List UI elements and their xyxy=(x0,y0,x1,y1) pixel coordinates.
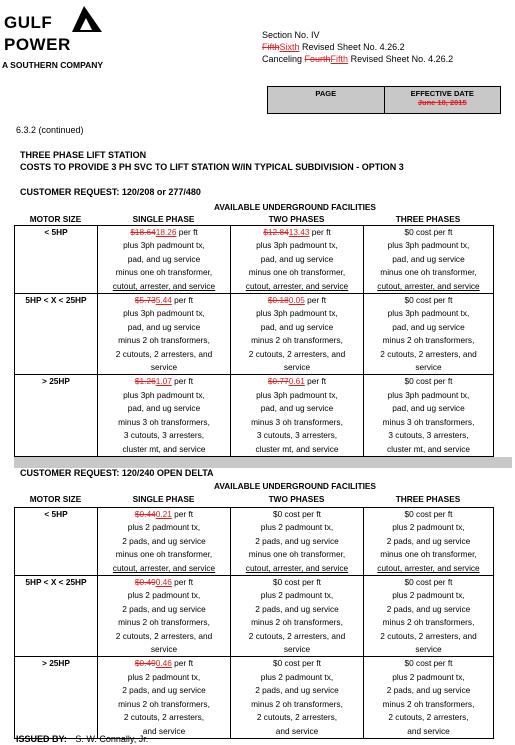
cost-note-line: minus 2 oh transformers, xyxy=(382,335,475,346)
per-ft-unit: per ft xyxy=(171,509,194,519)
cost-cell xyxy=(98,576,231,657)
cost-per-ft xyxy=(365,226,492,239)
cost-per-ft xyxy=(99,576,229,589)
motor-size-label: > 25HP xyxy=(42,658,70,669)
cost-per-ft xyxy=(99,508,229,521)
facilities-header-1: AVAILABLE UNDERGROUND FACILITIES xyxy=(214,202,376,212)
cost-note-line: service xyxy=(415,362,442,373)
cost-cell xyxy=(98,508,231,576)
cost-note-line: 2 pads, and ug service xyxy=(386,535,471,546)
revised-sheet xyxy=(262,42,405,53)
logo-power-text: POWER xyxy=(4,35,71,54)
cost-note-line: minus 2 oh transformers, xyxy=(251,335,343,346)
cost-note-line: service xyxy=(283,362,311,373)
canceling-pre: Canceling xyxy=(262,54,305,64)
cost-note-line: 2 pads, and ug service xyxy=(255,535,339,546)
logo-triangle-icon xyxy=(70,2,104,36)
cost-value: $0 cost per ft xyxy=(404,295,453,306)
cost-note-line: cluster mt, and service xyxy=(387,443,470,454)
cost-note-line: 2 pads, and ug service xyxy=(122,603,206,614)
cost-note-line: 3 cutouts, 3 arresters, xyxy=(256,430,338,441)
effective-cell xyxy=(384,87,501,113)
cost-note-line: cluster mt, and service xyxy=(122,443,206,454)
table-row xyxy=(15,375,494,456)
cost-note-line: cutout, arrester, and service xyxy=(377,280,480,291)
cost-per-ft xyxy=(232,576,362,589)
canceling-rest: Revised Sheet No. 4.26.2 xyxy=(348,54,454,64)
column-header: SINGLE PHASE xyxy=(132,214,195,224)
cost-inserted: 5.44 xyxy=(155,295,172,306)
cost-deleted: $0.49 xyxy=(134,577,156,588)
per-ft-unit: per ft xyxy=(171,295,194,306)
cost-cell xyxy=(364,375,494,456)
cost-deleted: $0.18 xyxy=(267,295,289,306)
cost-note-line: minus one oh transformer, xyxy=(115,549,213,560)
cost-cell xyxy=(98,226,231,294)
cost-deleted: $0.77 xyxy=(267,376,289,387)
page-label: PAGE xyxy=(315,89,337,98)
page-cell xyxy=(268,87,384,113)
cost-note-line: plus 3ph padmount tx, xyxy=(123,389,205,400)
cost-note-line: plus 3ph padmount tx, xyxy=(256,240,338,251)
cost-deleted: $18.64 xyxy=(130,227,156,237)
motor-size-cell xyxy=(15,576,98,657)
cost-cell xyxy=(231,508,364,576)
cost-note-line: minus 3 oh transformers, xyxy=(118,416,210,427)
title-lift-station: THREE PHASE LIFT STATION xyxy=(20,150,147,160)
cost-note-line: minus one oh transformer, xyxy=(380,267,477,278)
cost-cell xyxy=(364,226,494,294)
cost-note-line: cutout, arrester, and service xyxy=(112,280,216,291)
cost-note-line: 2 pads, and ug service xyxy=(255,685,339,696)
cost-note-line: plus 2 padmount tx, xyxy=(127,590,201,601)
cost-note-line: and service xyxy=(407,725,450,736)
cost-note-line: cutout, arrester, and service xyxy=(112,562,216,573)
cost-note-line: plus 2 padmount tx, xyxy=(260,671,334,682)
column-header: MOTOR SIZE xyxy=(29,214,82,224)
cost-inserted: 0.46 xyxy=(155,577,172,588)
table-row xyxy=(15,508,494,576)
cost-note-line: 2 cutouts, 2 arresters, xyxy=(388,712,469,723)
cost-note-line: plus 3ph padmount tx, xyxy=(123,308,205,319)
canceling-deleted: Fourth xyxy=(304,54,331,64)
cost-deleted: $0.44 xyxy=(134,509,156,519)
cost-note-line: minus one oh transformer, xyxy=(248,549,346,560)
cost-note-line: plus 2 padmount tx, xyxy=(392,671,465,682)
cost-per-ft xyxy=(232,657,362,670)
per-ft-unit: per ft xyxy=(309,227,331,237)
logo-southern-text: A SOUTHERN COMPANY xyxy=(2,60,104,70)
table-row xyxy=(15,294,494,375)
cost-per-ft xyxy=(365,657,492,670)
cost-per-ft xyxy=(365,375,492,388)
cost-note-line: plus 3ph padmount tx, xyxy=(387,308,470,319)
cost-cell xyxy=(364,508,494,576)
column-header: SINGLE PHASE xyxy=(132,494,195,504)
cost-value: $0 cost per ft xyxy=(404,227,453,237)
cost-deleted: $0.49 xyxy=(134,658,156,669)
cost-cell xyxy=(98,657,231,738)
motor-size-label: < 5HP xyxy=(44,227,68,237)
motor-size-label: > 25HP xyxy=(42,376,70,387)
column-header: MOTOR SIZE xyxy=(29,494,82,504)
cost-note-line: plus 2 padmount tx, xyxy=(260,590,334,601)
cost-note-line: and service xyxy=(142,725,186,736)
cost-cell xyxy=(231,226,364,294)
cost-note-line: plus 3ph padmount tx, xyxy=(256,389,338,400)
logo-gulf-text: GULF xyxy=(4,13,53,32)
cost-deleted: $12.84 xyxy=(263,227,289,237)
column-header: THREE PHASES xyxy=(395,494,461,504)
cost-note-line: pad, and ug service xyxy=(260,403,334,414)
cost-deleted: $5.73 xyxy=(134,295,156,306)
cost-value: $0 cost per ft xyxy=(404,376,453,387)
cost-note-line: pad, and ug service xyxy=(392,321,465,332)
table-row xyxy=(15,576,494,657)
section-number: Section No. IV xyxy=(262,30,320,40)
motor-size-label: 5HP < X < 25HP xyxy=(25,295,87,306)
cost-note-line: minus 2 oh transformers, xyxy=(251,617,343,628)
motor-size-cell xyxy=(15,508,98,576)
revised-rest: Revised Sheet No. 4.26.2 xyxy=(299,42,405,52)
cost-note-line: plus 3ph padmount tx, xyxy=(387,389,470,400)
cost-note-line: minus 2 oh transformers, xyxy=(118,335,210,346)
per-ft-unit: per ft xyxy=(176,227,198,237)
cost-table-1 xyxy=(14,225,494,457)
cost-inserted: 13.43 xyxy=(288,227,310,237)
section-reference: 6.3.2 (continued) xyxy=(16,125,84,135)
cost-inserted: 0.46 xyxy=(155,658,172,669)
cost-note-line: plus 3ph padmount tx, xyxy=(256,308,338,319)
cost-note-line: plus 2 padmount tx, xyxy=(392,590,465,601)
cost-inserted: 0.05 xyxy=(288,295,305,306)
cost-note-line: 2 cutouts, 2 arresters, and xyxy=(115,348,213,359)
cost-value: $0 cost per ft xyxy=(273,577,321,588)
motor-size-cell xyxy=(15,657,98,738)
motor-size-cell xyxy=(15,294,98,375)
cost-value: $0 cost per ft xyxy=(273,509,321,519)
page-effective-box xyxy=(267,86,501,114)
effective-label: EFFECTIVE DATE xyxy=(410,89,474,98)
cost-note-line: pad, and ug service xyxy=(260,253,334,264)
cost-note-line: cluster mt, and service xyxy=(255,443,339,454)
cost-note-line: 2 pads, and ug service xyxy=(386,685,471,696)
revised-deleted: Fifth xyxy=(262,42,280,52)
issued-by xyxy=(16,734,148,745)
motor-size-label: 5HP < X < 25HP xyxy=(25,577,87,588)
per-ft-unit: per ft xyxy=(171,376,194,387)
cost-value: $0 cost per ft xyxy=(404,509,453,519)
cost-value: $0 cost per ft xyxy=(404,577,453,588)
cost-deleted: $1.26 xyxy=(134,376,156,387)
effective-date: June 18, 2015 xyxy=(417,98,467,107)
cost-cell xyxy=(231,657,364,738)
cost-note-line: 3 cutouts, 3 arresters, xyxy=(388,430,469,441)
cost-per-ft xyxy=(232,226,362,239)
motor-size-label: < 5HP xyxy=(44,509,68,519)
cost-note-line: service xyxy=(150,362,178,373)
column-header: TWO PHASES xyxy=(268,214,325,224)
cost-note-line: plus 2 padmount tx, xyxy=(392,522,465,533)
canceling-inserted: Fifth xyxy=(330,54,349,64)
cost-note-line: pad, and ug service xyxy=(127,321,201,332)
title-costs: COSTS TO PROVIDE 3 PH SVC TO LIFT STATION W/IN TYPICAL SUBDIVISION - OPTION 3 xyxy=(20,162,404,172)
cost-inserted: 18.26 xyxy=(155,227,177,237)
cost-note-line: 2 pads, and ug service xyxy=(255,603,339,614)
revised-inserted: Sixth xyxy=(279,42,300,52)
per-ft-unit: per ft xyxy=(171,577,194,588)
cost-note-line: plus 3ph padmount tx, xyxy=(387,240,470,251)
cost-note-line: minus one oh transformer, xyxy=(380,549,477,560)
motor-size-cell xyxy=(15,375,98,456)
customer-request-2: CUSTOMER REQUEST: 120/240 OPEN DELTA xyxy=(20,468,214,478)
cost-cell xyxy=(364,657,494,738)
cost-note-line: minus one oh transformer, xyxy=(248,267,346,278)
cost-note-line: minus 2 oh transformers, xyxy=(251,698,343,709)
cost-cell xyxy=(364,294,494,375)
cost-per-ft xyxy=(365,576,492,589)
per-ft-unit: per ft xyxy=(171,658,194,669)
cost-per-ft xyxy=(232,375,362,388)
cost-note-line: minus 2 oh transformers, xyxy=(118,698,210,709)
cost-note-line: minus 2 oh transformers, xyxy=(382,617,475,628)
cost-inserted: 0.61 xyxy=(288,376,305,387)
facilities-header-2: AVAILABLE UNDERGROUND FACILITIES xyxy=(214,481,376,491)
cost-per-ft xyxy=(365,508,492,521)
cost-cell xyxy=(98,375,231,456)
cost-note-line: 2 cutouts, 2 arresters, and xyxy=(248,348,346,359)
per-ft-unit: per ft xyxy=(304,376,327,387)
cost-table-2 xyxy=(14,507,494,739)
cost-cell xyxy=(231,576,364,657)
cost-inserted: 0.21 xyxy=(155,509,172,519)
cost-note-line: 2 cutouts, 2 arresters, and xyxy=(380,348,477,359)
cost-note-line: plus 2 padmount tx, xyxy=(127,522,201,533)
motor-size-cell xyxy=(15,226,98,294)
cost-per-ft xyxy=(99,375,229,388)
cost-note-line: 2 cutouts, 2 arresters, xyxy=(256,712,338,723)
cost-per-ft xyxy=(99,226,229,239)
cost-note-line: minus 3 oh transformers, xyxy=(251,416,343,427)
cost-note-line: pad, and ug service xyxy=(127,253,201,264)
cost-per-ft xyxy=(99,657,229,670)
cost-value: $0 cost per ft xyxy=(273,658,321,669)
cost-note-line: pad, and ug service xyxy=(127,403,201,414)
cost-note-line: 2 cutouts, 2 arresters, xyxy=(123,712,205,723)
issued-by-label: ISSUED BY: xyxy=(16,734,67,744)
cost-note-line: 2 pads, and ug service xyxy=(122,535,206,546)
cost-note-line: minus one oh transformer, xyxy=(115,267,213,278)
cost-note-line: 3 cutouts, 3 arresters, xyxy=(123,430,205,441)
cost-per-ft xyxy=(232,294,362,307)
cost-cell xyxy=(98,294,231,375)
cost-note-line: plus 2 padmount tx, xyxy=(260,522,334,533)
cost-cell xyxy=(231,375,364,456)
customer-request-1: CUSTOMER REQUEST: 120/208 or 277/480 xyxy=(20,187,201,197)
cost-note-line: and service xyxy=(275,725,319,736)
cost-per-ft xyxy=(232,508,362,521)
shaded-separator xyxy=(14,457,512,468)
cost-per-ft xyxy=(99,294,229,307)
cost-note-line: 2 cutouts, 2 arresters, and xyxy=(248,630,346,641)
cost-note-line: plus 2 padmount tx, xyxy=(127,671,201,682)
cost-note-line: service xyxy=(415,644,442,655)
cost-note-line: 2 cutouts, 2 arresters, and xyxy=(115,630,213,641)
cost-note-line: minus 2 oh transformers, xyxy=(118,617,210,628)
cost-note-line: minus 3 oh transformers, xyxy=(382,416,475,427)
cost-note-line: service xyxy=(283,644,311,655)
cost-note-line: 2 pads, and ug service xyxy=(122,685,206,696)
cost-note-line: service xyxy=(150,644,178,655)
cost-note-line: pad, and ug service xyxy=(392,253,465,264)
cost-note-line: pad, and ug service xyxy=(260,321,334,332)
canceling-sheet xyxy=(262,54,453,65)
cost-value: $0 cost per ft xyxy=(404,658,453,669)
issued-by-name: S. W. Connally, Jr. xyxy=(75,734,149,744)
per-ft-unit: per ft xyxy=(304,295,327,306)
table-row xyxy=(15,657,494,738)
cost-note-line: cutout, arrester, and service xyxy=(245,562,349,573)
cost-note-line: minus 2 oh transformers, xyxy=(382,698,475,709)
cost-note-line: cutout, arrester, and service xyxy=(245,280,349,291)
cost-note-line: cutout, arrester, and service xyxy=(377,562,480,573)
cost-cell xyxy=(364,576,494,657)
cost-note-line: 2 pads, and ug service xyxy=(386,603,471,614)
cost-inserted: 1.07 xyxy=(155,376,172,387)
cost-per-ft xyxy=(365,294,492,307)
table-row xyxy=(15,226,494,294)
cost-note-line: pad, and ug service xyxy=(392,403,465,414)
cost-note-line: plus 3ph padmount tx, xyxy=(123,240,205,251)
column-header: TWO PHASES xyxy=(268,494,325,504)
cost-note-line: 2 cutouts, 2 arresters, and xyxy=(380,630,477,641)
cost-cell xyxy=(231,294,364,375)
column-header: THREE PHASES xyxy=(395,214,461,224)
